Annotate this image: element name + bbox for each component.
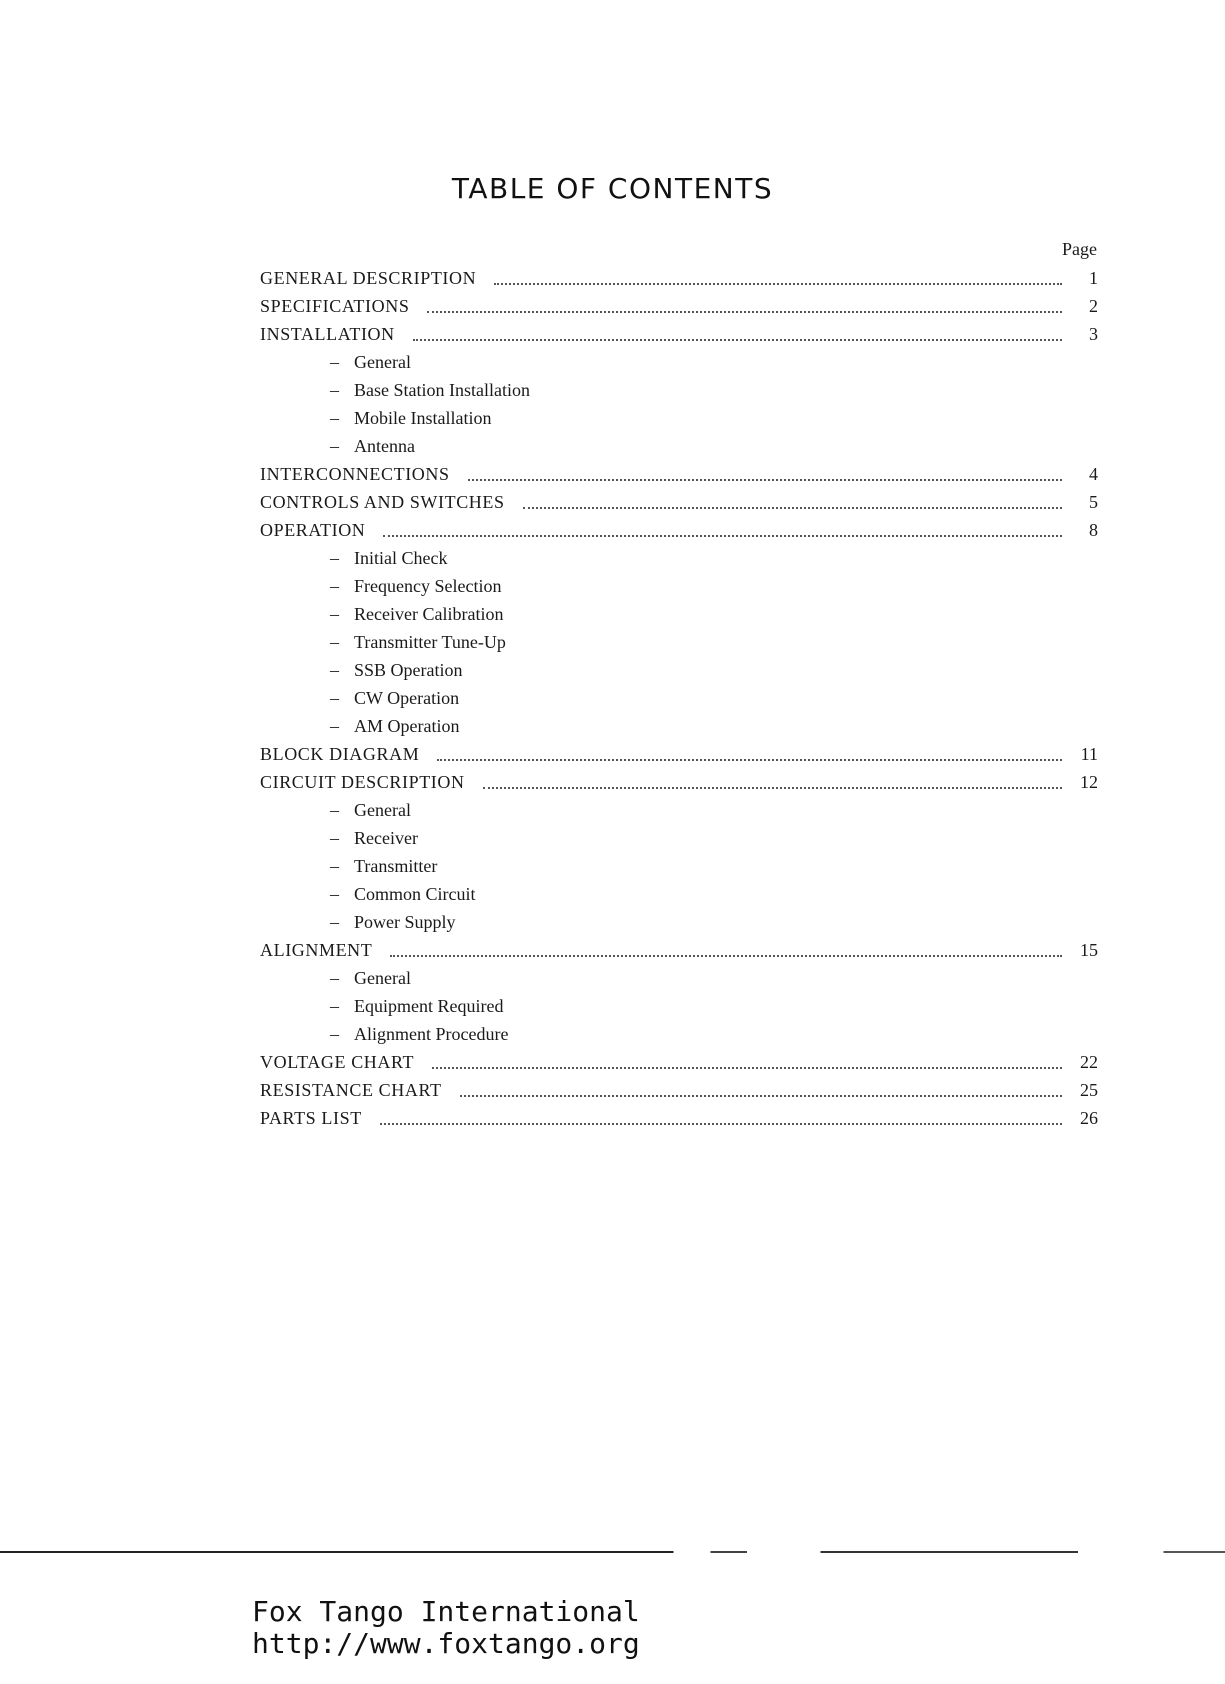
dot-leader <box>523 506 1062 509</box>
bullet-dash: – <box>330 800 339 820</box>
toc-label: Mobile Installation <box>354 408 492 428</box>
bullet-dash: – <box>330 884 339 904</box>
toc-label: AM Operation <box>354 716 460 736</box>
toc-label: Equipment Required <box>354 996 504 1016</box>
toc-subsection <box>260 404 1098 432</box>
dot-leader <box>494 282 1062 285</box>
toc-label: OPERATION <box>260 520 366 540</box>
bullet-dash: – <box>330 828 339 848</box>
bullet-dash: – <box>330 380 339 400</box>
dot-leader <box>413 338 1062 341</box>
toc-subsection <box>260 1020 1098 1048</box>
bullet-dash: – <box>330 548 339 568</box>
toc-subsection <box>260 964 1098 992</box>
toc-label: CW Operation <box>354 688 460 708</box>
toc-page-number: 11 <box>1080 744 1098 764</box>
dot-leader <box>390 954 1062 957</box>
toc-page-number: 4 <box>1089 464 1098 484</box>
toc-label: INTERCONNECTIONS <box>260 464 450 484</box>
toc-subsection <box>260 880 1098 908</box>
toc-section <box>260 1048 1098 1076</box>
bullet-dash: – <box>330 716 339 736</box>
toc-section <box>260 516 1098 544</box>
horizontal-rule <box>0 1551 1225 1553</box>
toc-label: PARTS LIST <box>260 1108 362 1128</box>
bullet-dash: – <box>330 576 339 596</box>
toc-section <box>260 460 1098 488</box>
toc-section <box>260 936 1098 964</box>
bullet-dash: – <box>330 912 339 932</box>
toc-page-number: 22 <box>1080 1052 1098 1072</box>
toc-section <box>260 1076 1098 1104</box>
toc-label: GENERAL DESCRIPTION <box>260 268 477 288</box>
bullet-dash: – <box>330 660 339 680</box>
bullet-dash: – <box>330 996 339 1016</box>
toc-label: Initial Check <box>354 548 448 568</box>
toc-label: Antenna <box>354 436 415 456</box>
toc-section <box>260 1104 1098 1132</box>
toc-label: Receiver Calibration <box>354 604 504 624</box>
toc-label: CONTROLS AND SWITCHES <box>260 492 505 512</box>
toc-section <box>260 768 1098 796</box>
toc-subsection <box>260 656 1098 684</box>
bullet-dash: – <box>330 1024 339 1044</box>
toc-label: Alignment Procedure <box>354 1024 509 1044</box>
bullet-dash: – <box>330 632 339 652</box>
toc-page-number: 15 <box>1080 940 1098 960</box>
toc-page-number: 2 <box>1089 296 1098 316</box>
page-column-label: Page <box>1062 239 1097 259</box>
toc-subsection <box>260 992 1098 1020</box>
toc-section <box>260 264 1098 292</box>
toc-label: BLOCK DIAGRAM <box>260 744 420 764</box>
dot-leader <box>483 786 1062 789</box>
toc-label: Common Circuit <box>354 884 476 904</box>
toc-section <box>260 740 1098 768</box>
footer-url[interactable]: http://www.foxtango.org <box>252 1627 640 1660</box>
footer <box>252 1596 640 1660</box>
toc-subsection <box>260 712 1098 740</box>
toc-page-number: 1 <box>1089 268 1098 288</box>
toc-section <box>260 320 1098 348</box>
dot-leader <box>437 758 1062 761</box>
toc-label: Transmitter Tune-Up <box>354 632 506 652</box>
toc-label: CIRCUIT DESCRIPTION <box>260 772 465 792</box>
toc-subsection <box>260 600 1098 628</box>
toc-label: Power Supply <box>354 912 456 932</box>
toc-label: Transmitter <box>354 856 438 876</box>
toc-label: Frequency Selection <box>354 576 502 596</box>
toc-label: Base Station Installation <box>354 380 530 400</box>
footer-organization: Fox Tango International <box>252 1595 640 1628</box>
toc-subsection <box>260 908 1098 936</box>
toc-section <box>260 292 1098 320</box>
toc-label: RESISTANCE CHART <box>260 1080 442 1100</box>
dot-leader <box>427 310 1062 313</box>
dot-leader <box>460 1094 1062 1097</box>
toc-page-number: 5 <box>1089 492 1098 512</box>
toc-label: General <box>354 968 411 988</box>
toc-subsection <box>260 628 1098 656</box>
toc-subsection <box>260 432 1098 460</box>
toc-subsection <box>260 572 1098 600</box>
toc-page-number: 8 <box>1089 520 1098 540</box>
toc-section <box>260 488 1098 516</box>
dot-leader <box>383 534 1062 537</box>
toc-subsection <box>260 852 1098 880</box>
table-of-contents <box>260 264 1098 1132</box>
dot-leader <box>380 1122 1062 1125</box>
toc-page-number: 26 <box>1080 1108 1098 1128</box>
toc-label: SSB Operation <box>354 660 463 680</box>
bullet-dash: – <box>330 408 339 428</box>
bullet-dash: – <box>330 688 339 708</box>
toc-subsection <box>260 824 1098 852</box>
toc-label: ALIGNMENT <box>260 940 373 960</box>
toc-label: SPECIFICATIONS <box>260 296 410 316</box>
toc-subsection <box>260 796 1098 824</box>
toc-subsection <box>260 376 1098 404</box>
toc-label: INSTALLATION <box>260 324 395 344</box>
bullet-dash: – <box>330 856 339 876</box>
toc-subsection <box>260 348 1098 376</box>
bullet-dash: – <box>330 436 339 456</box>
toc-page-number: 3 <box>1089 324 1098 344</box>
bullet-dash: – <box>330 604 339 624</box>
toc-page-number: 12 <box>1080 772 1098 792</box>
toc-label: General <box>354 800 411 820</box>
toc-page-number: 25 <box>1080 1080 1098 1100</box>
bullet-dash: – <box>330 352 339 372</box>
toc-label: Receiver <box>354 828 418 848</box>
dot-leader <box>468 478 1062 481</box>
bullet-dash: – <box>330 968 339 988</box>
dot-leader <box>432 1066 1062 1069</box>
toc-label: General <box>354 352 411 372</box>
toc-subsection <box>260 544 1098 572</box>
toc-label: VOLTAGE CHART <box>260 1052 415 1072</box>
page-title: TABLE OF CONTENTS <box>451 172 774 205</box>
toc-subsection <box>260 684 1098 712</box>
